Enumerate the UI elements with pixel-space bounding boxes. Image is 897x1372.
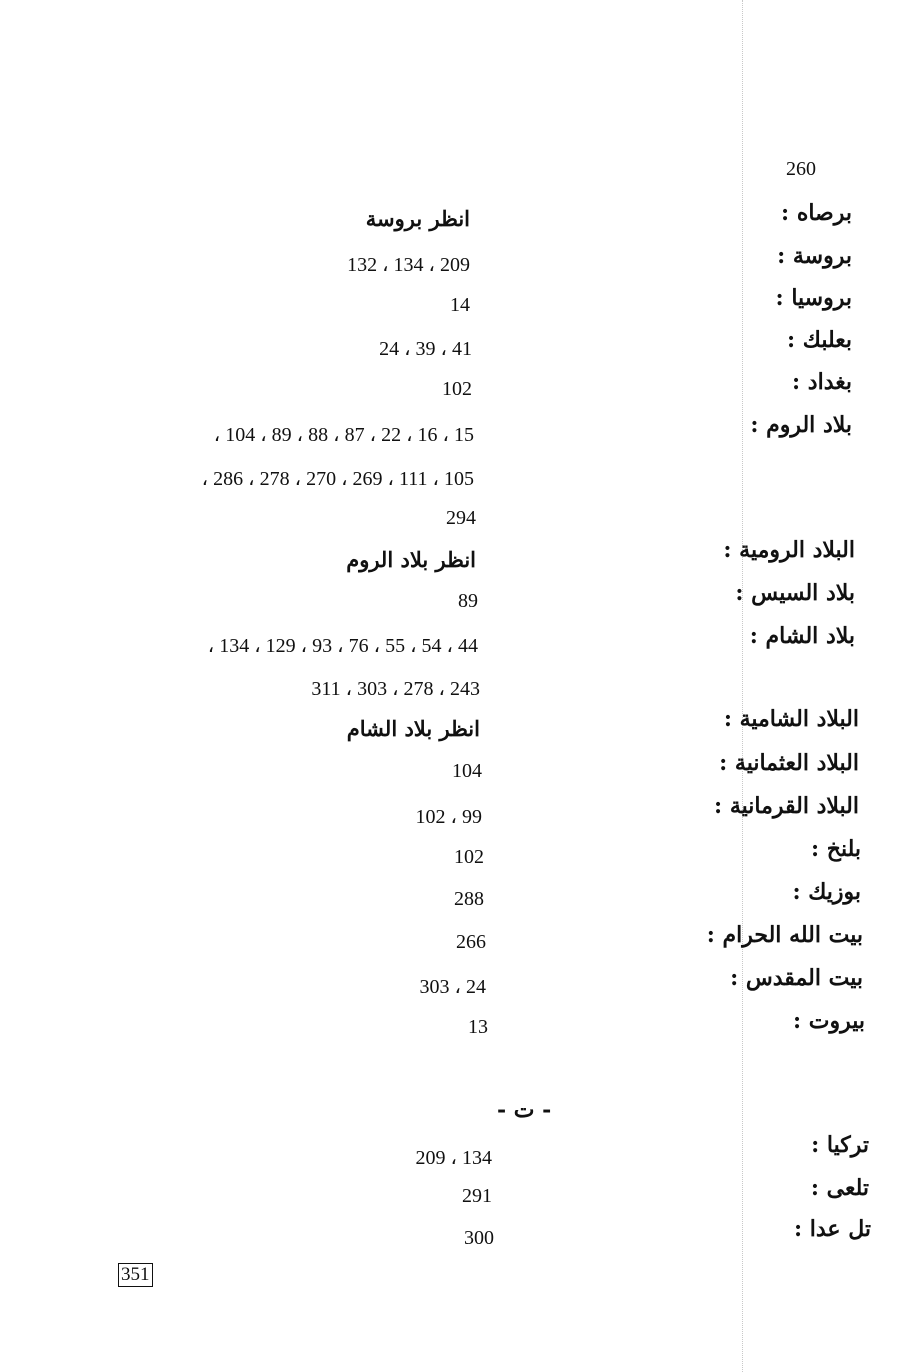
entry-name: بغداد : (792, 369, 852, 395)
top-page-reference: 260 (786, 158, 816, 180)
entry-pages: 41 ، 39 ، 24 (379, 338, 472, 360)
entry-name: بروسة : (777, 243, 852, 269)
entry-name: بروسيا : (775, 285, 852, 311)
entry-pages: 102 (442, 378, 472, 400)
entry-pages: 291 (462, 1185, 492, 1207)
margin-rule (742, 0, 743, 1372)
entry-name: برصاه : (781, 200, 852, 226)
entry-reference: انظر بلاد الشام (346, 716, 480, 741)
entry-name: البلاد الرومية : (723, 537, 855, 563)
entry-name: البلاد القرمانية : (714, 793, 859, 819)
entry-name: بيت الله الحرام : (706, 922, 863, 948)
entry-name: بلاد الروم : (750, 412, 852, 438)
entry-pages: 99 ، 102 (415, 806, 482, 828)
entry-pages: 15 ، 16 ، 22 ، 87 ، 88 ، 89 ، 104 ، (213, 424, 474, 446)
entry-pages: 134 ، 209 (415, 1147, 492, 1169)
entry-pages: 300 (464, 1227, 494, 1249)
entry-name: بلاد الشام : (749, 623, 855, 649)
entry-name: بلنخ : (810, 836, 861, 862)
entry-pages: 44 ، 54 ، 55 ، 76 ، 93 ، 129 ، 134 ، (207, 635, 478, 657)
entry-name: تلعى : (810, 1175, 869, 1201)
entry-name: بوزيك : (792, 879, 861, 905)
entry-name: بلاد السيس : (735, 580, 855, 606)
entry-name: بيت المقدس : (730, 965, 863, 991)
entry-pages: 13 (468, 1016, 488, 1038)
entry-name: البلاد الشامية : (723, 706, 859, 732)
entry-pages: 294 (446, 507, 476, 529)
section-letter-heading: - ت - (497, 1097, 552, 1123)
entry-pages: 105 ، 111 ، 269 ، 270 ، 278 ، 286 ، (201, 468, 474, 490)
entry-pages: 266 (456, 931, 486, 953)
entry-reference: انظر بلاد الروم (346, 547, 476, 572)
entry-pages: 89 (458, 590, 478, 612)
entry-reference: انظر بروسة (365, 206, 470, 231)
entry-pages: 24 ، 303 (419, 976, 486, 998)
entry-name: تركيا : (811, 1132, 869, 1158)
entry-pages: 14 (450, 294, 470, 316)
entry-pages: 243 ، 278 ، 303 ، 311 (311, 678, 480, 700)
entry-name: البلاد العثمانية : (719, 750, 859, 776)
entry-name: بعلبك : (787, 327, 852, 353)
entry-name: بيروت : (792, 1008, 865, 1034)
entry-pages: 209 ، 134 ، 132 (347, 254, 470, 276)
page-number-box: 351 (118, 1263, 153, 1287)
entry-pages: 104 (452, 760, 482, 782)
entry-pages: 102 (454, 846, 484, 868)
entry-name: تل عدا : (793, 1216, 871, 1242)
entry-pages: 288 (454, 888, 484, 910)
